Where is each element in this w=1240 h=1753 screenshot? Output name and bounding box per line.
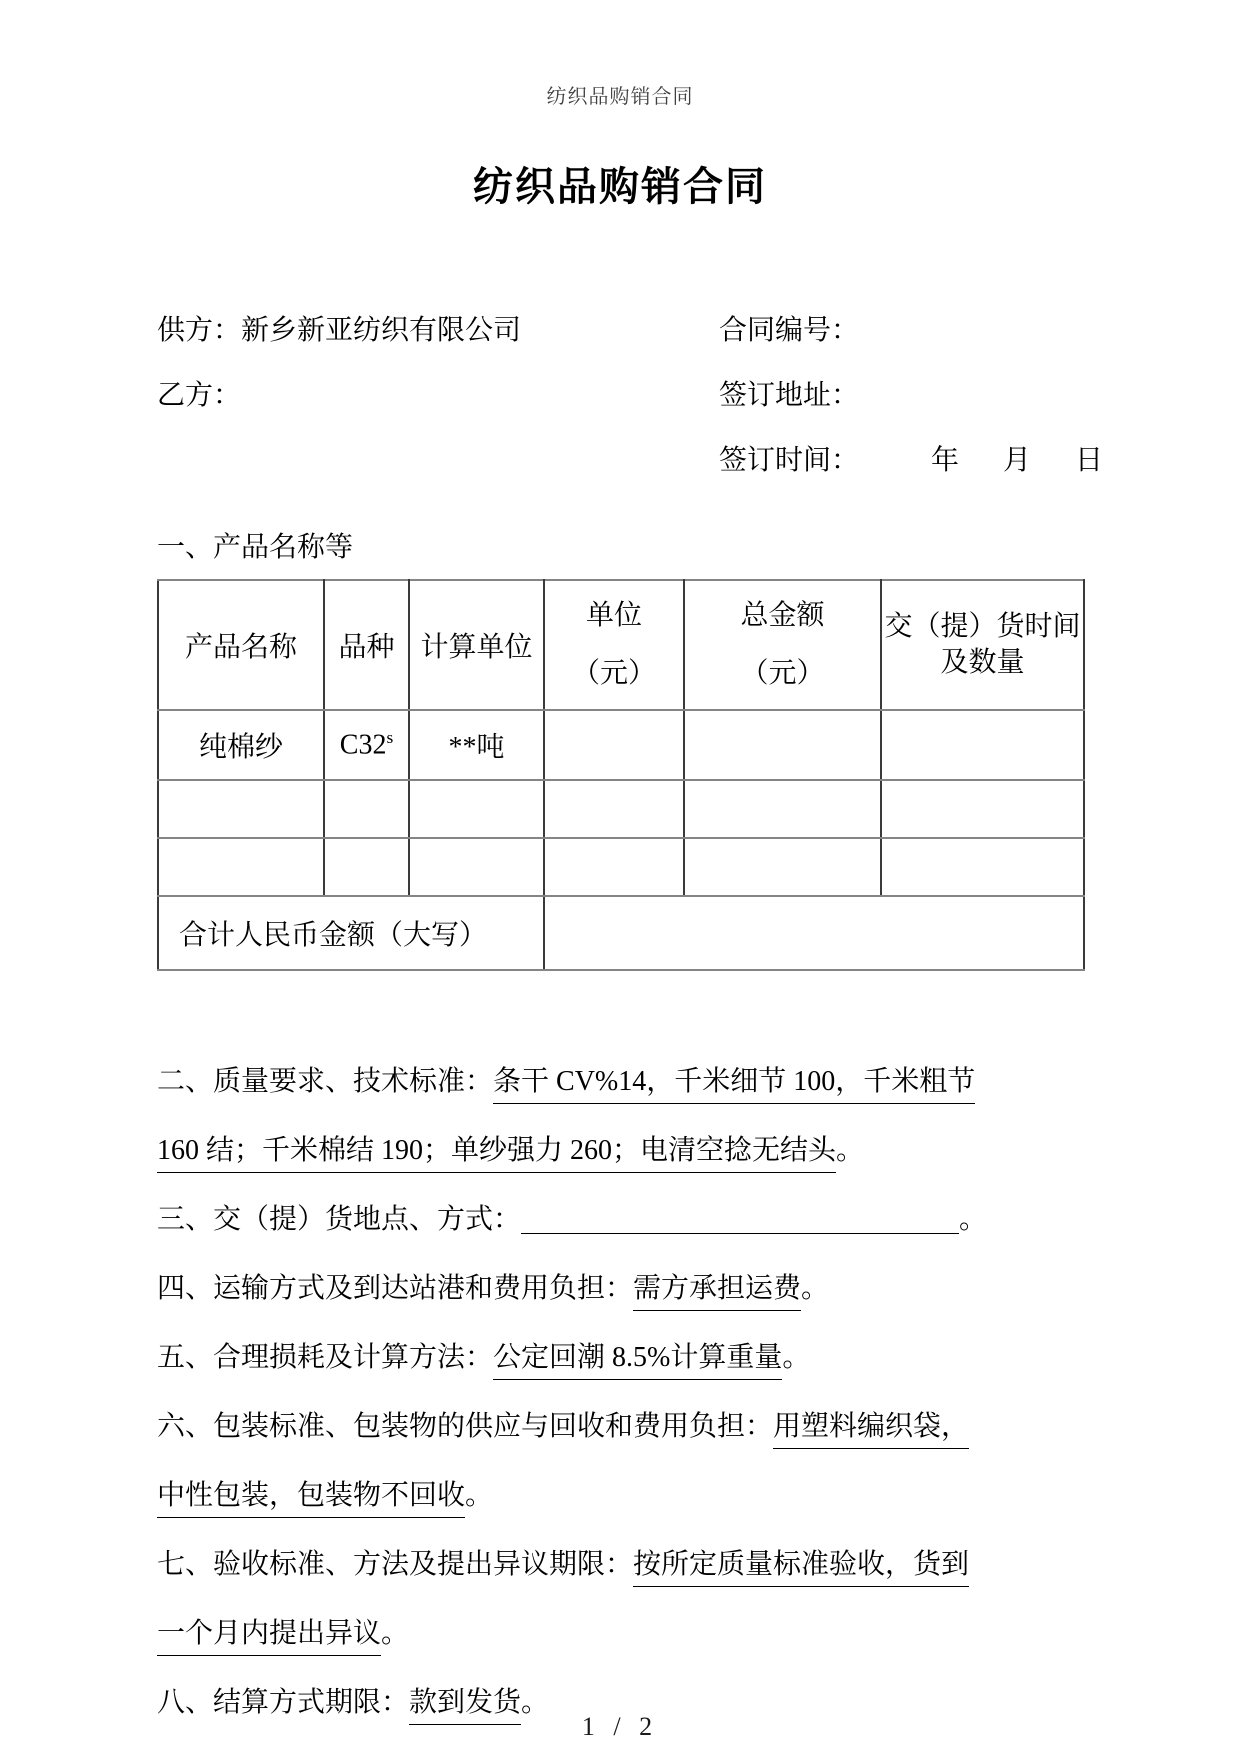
- empty-cell: [409, 838, 544, 896]
- supplier-line: [157, 308, 521, 348]
- header-delivery-line1: 交（提）货时间: [884, 611, 1081, 642]
- clause-quality-prefix: 二、质量要求、技术标准：: [157, 1066, 494, 1097]
- clause-settlement-underline: 款到发货: [409, 1687, 521, 1725]
- cell-total-amount: [684, 710, 881, 780]
- empty-cell: [544, 780, 684, 838]
- clause-package-prefix: 六、包装标准、包装物的供应与回收和费用负担：: [157, 1411, 774, 1442]
- party-b-line: [157, 373, 241, 413]
- sign-time-day: 日: [1075, 445, 1104, 476]
- table-header-row: [158, 580, 1084, 710]
- clause-quality-underline1: 条干 CV%14，千米细节 100，千米粗节: [493, 1066, 975, 1104]
- sign-time-label: 签订时间：: [719, 445, 860, 476]
- clauses-block: [157, 1059, 1083, 1718]
- clause-loss-underline: 公定回潮 8.5%计算重量: [493, 1342, 782, 1380]
- clause-loss-period: 。: [782, 1342, 811, 1373]
- clause-delivery-period: 。: [959, 1204, 988, 1235]
- empty-cell: [881, 838, 1084, 896]
- cell-variety: [324, 710, 409, 780]
- running-header: 纺织品购销合同: [546, 86, 694, 108]
- empty-cell: [324, 780, 409, 838]
- clause-package-period: 。: [465, 1480, 494, 1511]
- clause-delivery-place: [157, 1197, 1083, 1235]
- clause-package-underline1: 用塑料编织袋，: [773, 1411, 969, 1449]
- clause-quality-line1: [157, 1059, 1083, 1097]
- table-total-row: [158, 896, 1084, 970]
- sign-time-month: 月: [1003, 445, 1032, 476]
- cell-delivery: [881, 710, 1084, 780]
- clause-package-line1: [157, 1404, 1083, 1442]
- clause-inspection-period: 。: [381, 1618, 410, 1649]
- header-total-amount-line1: 总金额: [740, 600, 825, 631]
- total-amount-words-label: 合计人民币金额（大写）: [158, 896, 544, 970]
- contract-no-line: [719, 308, 859, 348]
- page-content: [157, 0, 1104, 1718]
- header-total-amount: [684, 580, 881, 710]
- header-total-amount-line2: （元）: [740, 658, 825, 689]
- party-row-buyer: [157, 373, 1083, 438]
- supplier-label: 供方：: [157, 315, 242, 346]
- party-row-sign-time: [157, 438, 1104, 503]
- sign-time-year: 年: [931, 445, 960, 476]
- header-calc-unit: 计算单位: [409, 580, 544, 710]
- empty-cell: [684, 838, 881, 896]
- header-unit-price-line2: （元）: [571, 658, 656, 689]
- clause-settlement-period: 。: [521, 1687, 550, 1718]
- empty-cell: [881, 780, 1084, 838]
- clause-transport-underline: 需方承担运费: [633, 1273, 801, 1311]
- header-variety: 品种: [324, 580, 409, 710]
- clause-quality-period: 。: [836, 1135, 865, 1166]
- cell-calc-unit: **吨: [409, 710, 544, 780]
- clause-settlement: [157, 1680, 1083, 1718]
- clause-loss-prefix: 五、合理损耗及计算方法：: [157, 1342, 494, 1373]
- clause-transport-prefix: 四、运输方式及到达站港和费用负担：: [157, 1273, 634, 1304]
- clause-package-line2: [157, 1473, 1083, 1511]
- clause-inspection-prefix: 七、验收标准、方法及提出异议期限：: [157, 1549, 634, 1580]
- clause-inspection-underline1: 按所定质量标准验收，货到: [633, 1549, 969, 1587]
- supplier-value: 新乡新亚纺织有限公司: [241, 315, 522, 346]
- header-unit-price-line1: 单位: [585, 600, 642, 631]
- clause-quality-underline2: 160 结；千米棉结 190；单纱强力 260；电清空捻无结头: [157, 1135, 836, 1173]
- clause-package-underline2: 中性包装，包装物不回收: [157, 1480, 465, 1518]
- variety-base: C32: [339, 729, 387, 761]
- table-empty-row-2: [158, 838, 1084, 896]
- variety-superscript: s: [386, 728, 394, 748]
- clause-loss: [157, 1335, 1083, 1373]
- header-delivery-line2: 及数量: [940, 647, 1025, 678]
- empty-cell: [544, 838, 684, 896]
- cell-product-name: 纯棉纱: [158, 710, 324, 780]
- clause-quality-line2: [157, 1128, 1083, 1166]
- party-b-label: 乙方：: [157, 380, 242, 411]
- sign-address-line: [719, 373, 859, 413]
- clause-inspection-underline2: 一个月内提出异议: [157, 1618, 381, 1656]
- cell-unit-price: [544, 710, 684, 780]
- page-number-footer: 1 / 2: [581, 1712, 659, 1741]
- clause-inspection-line1: [157, 1542, 1083, 1580]
- empty-cell: [158, 780, 324, 838]
- clause-settlement-prefix: 八、结算方式期限：: [157, 1687, 410, 1718]
- section-heading-products: 一、产品名称等: [157, 532, 354, 563]
- clause-delivery-prefix: 三、交（提）货地点、方式：: [157, 1204, 522, 1235]
- empty-cell: [409, 780, 544, 838]
- party-info-block: [157, 308, 1104, 503]
- party-row-supplier: [157, 308, 1083, 373]
- empty-cell: [684, 780, 881, 838]
- header-product-name: 产品名称: [158, 580, 324, 710]
- clause-transport-period: 。: [801, 1273, 830, 1304]
- header-unit-price: [544, 580, 684, 710]
- clause-inspection-line2: [157, 1611, 1083, 1649]
- fill-in-blank: [521, 1203, 959, 1234]
- total-amount-words-value: [544, 896, 1084, 970]
- contract-no-label: 合同编号：: [719, 315, 860, 346]
- document-title: 纺织品购销合同: [473, 165, 767, 209]
- table-data-row-1: [158, 710, 1084, 780]
- table-empty-row-1: [158, 780, 1084, 838]
- sign-address-label: 签订地址：: [719, 380, 860, 411]
- empty-cell: [324, 838, 409, 896]
- empty-cell: [158, 838, 324, 896]
- sign-time-line: [719, 438, 1103, 478]
- clause-transport: [157, 1266, 1083, 1304]
- product-table: [157, 579, 1085, 971]
- header-delivery: [881, 580, 1084, 710]
